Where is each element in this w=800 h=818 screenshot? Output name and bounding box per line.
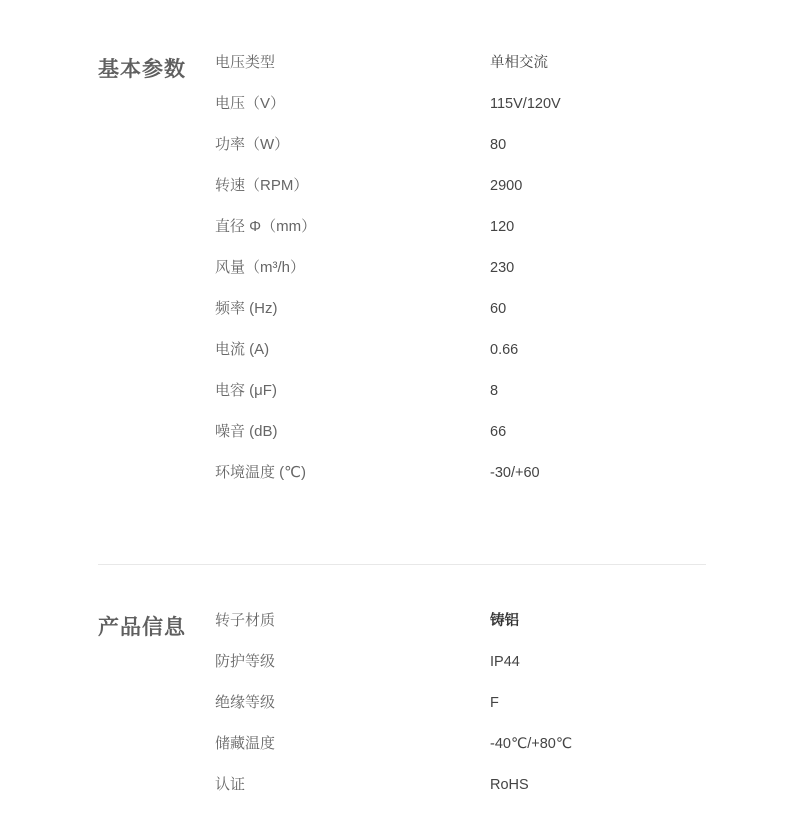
spec-label: 绝缘等级	[215, 694, 276, 711]
spec-label: 电压（V）	[215, 95, 286, 112]
spec-value: 单相交流	[490, 55, 548, 71]
spec-label: 转速（RPM）	[215, 177, 309, 194]
table-row	[215, 613, 800, 654]
spec-label: 噪音 (dB)	[215, 423, 278, 440]
spec-table-product-information	[215, 613, 800, 818]
table-row	[215, 137, 800, 178]
spec-label: 直径 Φ（mm）	[215, 218, 317, 235]
spec-value: 120	[490, 219, 515, 235]
spec-table-basic-parameters	[215, 55, 800, 506]
spec-label: 电容 (μF)	[215, 382, 277, 399]
table-row	[215, 777, 800, 818]
spec-value: 0.66	[490, 342, 519, 358]
spec-label: 防护等级	[215, 653, 276, 670]
spec-value: 2900	[490, 178, 523, 194]
table-row	[215, 55, 800, 96]
table-row	[215, 383, 800, 424]
spec-label: 环境温度 (℃)	[215, 464, 307, 481]
spec-label: 频率 (Hz)	[215, 300, 278, 317]
spec-value: -40℃/+80℃	[490, 736, 573, 752]
spec-value: 66	[490, 424, 507, 440]
table-row	[215, 96, 800, 137]
table-row	[215, 260, 800, 301]
section-product-information	[0, 565, 800, 818]
table-row	[215, 695, 800, 736]
section-title-product-information: 产品信息	[98, 616, 186, 639]
table-row	[215, 219, 800, 260]
section-title-basic-parameters: 基本参数	[98, 58, 186, 81]
table-row	[215, 465, 800, 506]
table-row	[215, 342, 800, 383]
spec-label: 风量（m³/h）	[215, 259, 306, 276]
spec-value: -30/+60	[490, 465, 540, 481]
spec-value: 铸铝	[490, 613, 519, 629]
spec-value: 115V/120V	[490, 96, 561, 112]
spec-label: 转子材质	[215, 612, 276, 629]
spec-label: 储藏温度	[215, 735, 276, 752]
spec-label: 电压类型	[215, 54, 276, 71]
table-row	[215, 424, 800, 465]
table-row	[215, 654, 800, 695]
spec-value: 230	[490, 260, 515, 276]
table-row	[215, 736, 800, 777]
spec-label: 认证	[215, 776, 246, 793]
spec-value: 80	[490, 137, 507, 153]
table-row	[215, 301, 800, 342]
spec-value: RoHS	[490, 777, 529, 793]
spec-value: 60	[490, 301, 507, 317]
spec-value: F	[490, 695, 499, 711]
spec-label: 电流 (A)	[215, 341, 270, 358]
table-row	[215, 178, 800, 219]
spec-label: 功率（W）	[215, 136, 290, 153]
spec-value: 8	[490, 383, 499, 399]
spec-value: IP44	[490, 654, 520, 670]
